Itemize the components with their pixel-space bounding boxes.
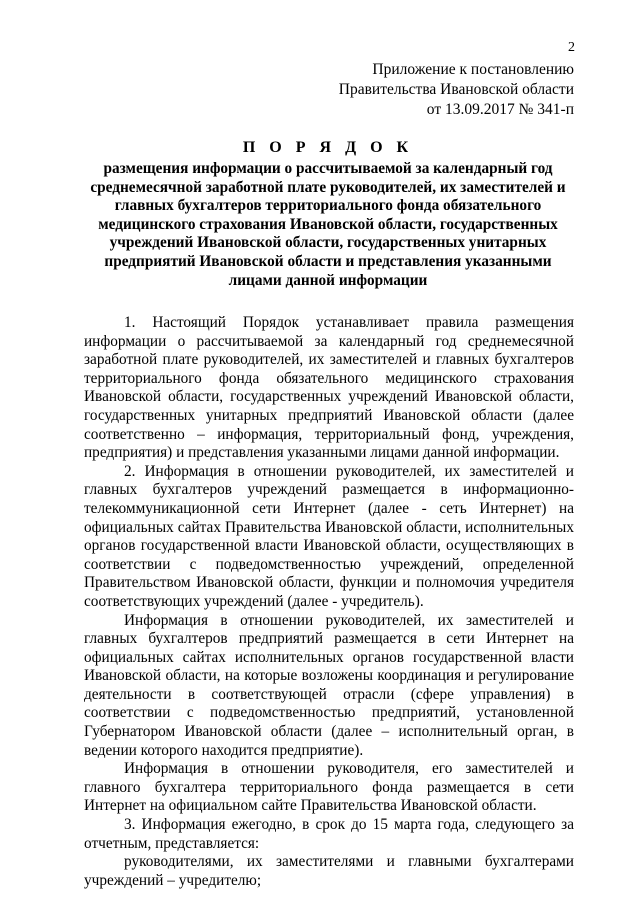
document-title-block — [82, 138, 574, 290]
document-body — [84, 314, 574, 890]
document-subtitle: размещения информации о рассчитываемой за календарный год среднемесячной заработной плате руководителей, их заместителей и главных бухгалтеров территориального фонда обязательного медицинского страхования Ивановской области, государственных учреждений Ивановской области, государственных унитарных предприятий Ивановской области и представления указанными лицами данной информации — [90, 160, 566, 289]
paragraph-5: 3. Информация ежегодно, в срок до 15 марта года, следующего за отчетным, представляется: — [84, 816, 574, 852]
appendix-line-3: от 13.09.2017 № 341-п — [426, 101, 574, 118]
appendix-header — [339, 60, 574, 120]
page-number: 2 — [568, 40, 575, 55]
paragraph-4: Информация в отношении руководителя, его заместителей и главного бухгалтера территориального фонда размещается в сети Интернет на официальном сайте Правительства Ивановской области. — [84, 760, 574, 815]
document-title: П О Р Я Д О К — [242, 139, 414, 156]
appendix-line-1: Приложение к постановлению — [372, 61, 574, 78]
paragraph-6: руководителями, их заместителями и главными бухгалтерами учреждений – учредителю; — [84, 853, 574, 889]
paragraph-1: 1. Настоящий Порядок устанавливает правила размещения информации о рассчитываемой за календарный год среднемесячной заработной плате руководителей, их заместителей и главных бухгалтеров территориального фонда обязательного медицинского страхования Ивановской области, государственных учреждений Ивановской области, государственных унитарных предприятий Ивановской области (далее соответственно – информация, территориальный фонд, учреждения, предприятия) и представления указанными лицами данной информации. — [84, 314, 574, 462]
appendix-line-2: Правительства Ивановской области — [338, 81, 574, 98]
paragraph-3: Информация в отношении руководителей, их заместителей и главных бухгалтеров предприятий размещается в сети Интернет на официальных сайтах исполнительных органов государственной власти Ивановской области, на которые возложены координация и регулирование деятельности в соответствующей отрасли (сфере управления) в соответствии с подведомственностью предприятий, установленной Губернатором Ивановской области (далее – исполнительный орган, в ведении которого находится предприятие). — [84, 611, 574, 759]
paragraph-2: 2. Информация в отношении руководителей, их заместителей и главных бухгалтеров учреждений размещается в информационно-телекоммуникационной сети Интернет (далее - сеть Интернет) на официальных сайтах Правительства Ивановской области, исполнительных органов государственной власти Ивановской области, осуществляющих в соответствии с подведомственностью учреждений, определенной Правительством Ивановской области, функции и полномочия учредителя соответствующих учреждений (далее - учредитель). — [84, 462, 574, 610]
